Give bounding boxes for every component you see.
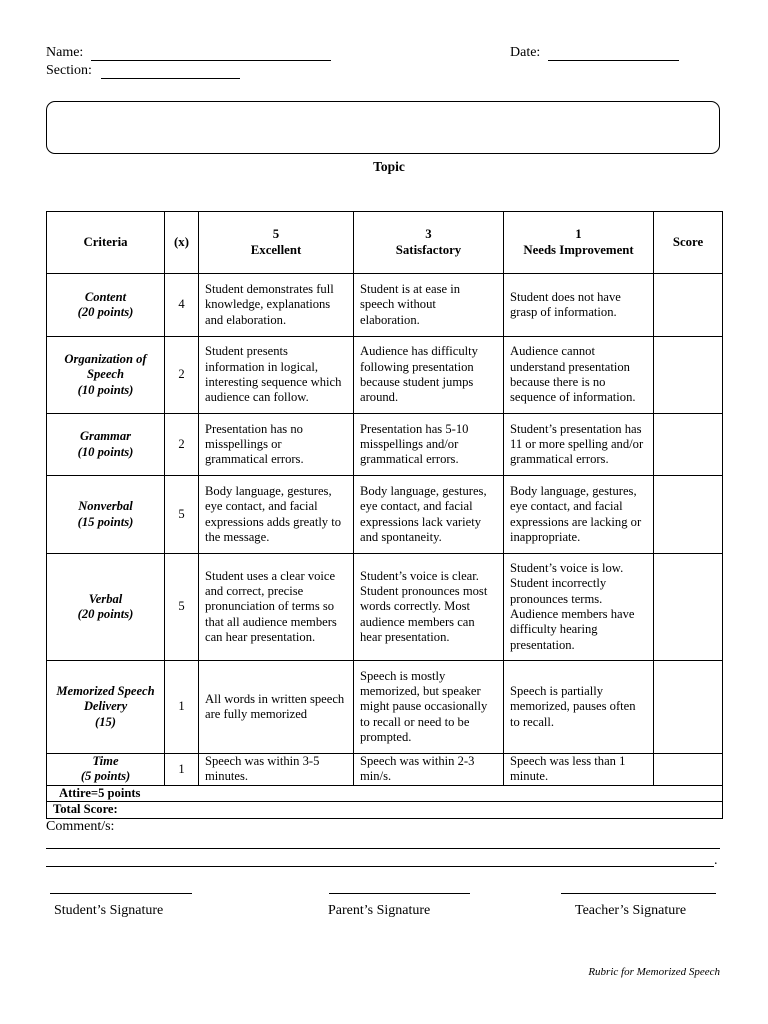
excellent-cell: Speech was within 3-5 minutes.	[199, 754, 354, 786]
needs-improvement-cell: Speech is partially memorized, pauses often to recall.	[504, 661, 654, 754]
satisfactory-header	[354, 212, 504, 274]
teacher-signature-line[interactable]	[561, 893, 716, 894]
comment-end-period: .	[714, 853, 718, 868]
criteria-points: (15)	[95, 714, 116, 729]
needs-improvement-cell: Student’s presentation has 11 or more spelling and/or grammatical errors.	[504, 414, 654, 476]
footer-note: Rubric for Memorized Speech	[588, 966, 720, 978]
section-label: Section:	[46, 63, 92, 78]
multiplier-cell: 1	[165, 754, 199, 786]
table-row	[47, 337, 723, 414]
parent-signature-label: Parent’s Signature	[328, 903, 431, 918]
satisfactory-cell: Speech is mostly memorized, but speaker might pause occasionally to recall or need to be prompted.	[354, 661, 504, 754]
name-line[interactable]	[91, 60, 331, 61]
criteria-points: (15 points)	[77, 514, 134, 529]
criteria-cell	[47, 554, 165, 661]
table-row	[47, 476, 723, 554]
multiplier-cell: 2	[165, 337, 199, 414]
score-cell[interactable]	[654, 754, 723, 786]
satisfactory-label: Satisfactory	[395, 242, 462, 257]
multiplier-cell: 5	[165, 554, 199, 661]
parent-signature-line[interactable]	[329, 893, 470, 894]
teacher-signature-label: Teacher’s Signature	[575, 903, 687, 918]
comment-line-2[interactable]	[46, 866, 714, 867]
excellent-header	[199, 212, 354, 274]
needs-improvement-cell: Student does not have grasp of information.	[504, 274, 654, 337]
total-row	[47, 801, 723, 818]
student-signature-line[interactable]	[50, 893, 192, 894]
excellent-score: 5	[272, 227, 280, 241]
criteria-header: Criteria	[47, 212, 165, 274]
score-cell[interactable]	[654, 554, 723, 661]
needs-label: Needs Improvement	[523, 242, 634, 257]
satisfactory-cell: Student is at ease in speech without elaboration.	[354, 274, 504, 337]
needs-score: 1	[575, 227, 582, 241]
multiplier-cell: 5	[165, 476, 199, 554]
excellent-cell: Body language, gestures, eye contact, and facial expressions adds greatly to the message.	[199, 476, 354, 554]
student-signature-label: Student’s Signature	[54, 903, 164, 918]
table-row	[47, 554, 723, 661]
criteria-cell	[47, 476, 165, 554]
criteria-points: (20 points)	[77, 305, 134, 319]
criteria-cell	[47, 414, 165, 476]
name-label: Name:	[46, 45, 84, 60]
table-row	[47, 274, 723, 337]
table-header-row	[47, 212, 723, 274]
table-row	[47, 754, 723, 786]
criteria-name: Content	[84, 289, 127, 304]
table-row	[47, 661, 723, 754]
date-label: Date:	[510, 45, 541, 60]
criteria-points: (10 points)	[77, 444, 134, 459]
attire-label: Attire=5 points	[47, 785, 723, 801]
needs-improvement-header	[504, 212, 654, 274]
score-cell[interactable]	[654, 337, 723, 414]
date-line[interactable]	[548, 60, 679, 61]
criteria-cell	[47, 274, 165, 337]
comment-line-1[interactable]	[46, 848, 720, 849]
multiplier-cell: 4	[165, 274, 199, 337]
score-cell[interactable]	[654, 274, 723, 337]
satisfactory-score: 3	[425, 227, 432, 241]
score-cell[interactable]	[654, 476, 723, 554]
criteria-name: Organization of Speech	[64, 352, 147, 382]
score-cell[interactable]	[654, 661, 723, 754]
criteria-cell	[47, 337, 165, 414]
needs-improvement-cell: Body language, gestures, eye contact, and facial expressions are lacking or inappropriate.	[504, 476, 654, 554]
satisfactory-cell: Body language, gestures, eye contact, and facial expressions lack variety and spontaneity.	[354, 476, 504, 554]
excellent-label: Excellent	[250, 242, 302, 257]
topic-box[interactable]	[46, 101, 720, 154]
criteria-name: Memorized Speech Delivery	[56, 684, 155, 714]
excellent-cell: Student demonstrates full knowledge, explanations and elaboration.	[199, 274, 354, 337]
rubric-table	[46, 211, 723, 819]
satisfactory-cell: Student’s voice is clear. Student pronounces most words correctly. Most audience members can hear presentation.	[354, 554, 504, 661]
criteria-points: (5 points)	[80, 769, 131, 784]
topic-label: Topic	[373, 159, 405, 174]
satisfactory-cell: Presentation has 5-10 misspellings and/or grammatical errors.	[354, 414, 504, 476]
score-header: Score	[654, 212, 723, 274]
excellent-cell: All words in written speech are fully memorized	[199, 661, 354, 754]
total-score-label[interactable]: Total Score:	[47, 801, 723, 818]
criteria-name: Time	[92, 754, 119, 768]
needs-improvement-cell: Audience cannot understand presentation because there is no sequence of information.	[504, 337, 654, 414]
criteria-points: (20 points)	[77, 607, 134, 621]
criteria-name: Verbal	[88, 591, 123, 606]
score-cell[interactable]	[654, 414, 723, 476]
satisfactory-cell: Audience has difficulty following presentation because student jumps around.	[354, 337, 504, 414]
criteria-points: (10 points)	[77, 382, 134, 397]
attire-row	[47, 785, 723, 801]
multiplier-cell: 1	[165, 661, 199, 754]
criteria-cell	[47, 661, 165, 754]
criteria-name: Grammar	[79, 429, 132, 444]
section-line[interactable]	[101, 78, 240, 79]
multiplier-header: (x)	[165, 212, 199, 274]
excellent-cell: Student uses a clear voice and correct, precise pronunciation of terms so that all audience members can hear presentation.	[199, 554, 354, 661]
table-row	[47, 414, 723, 476]
needs-improvement-cell: Student’s voice is low. Student incorrectly pronounces terms. Audience members have difficulty hearing presentation.	[504, 554, 654, 661]
excellent-cell: Presentation has no misspellings or grammatical errors.	[199, 414, 354, 476]
criteria-cell	[47, 754, 165, 786]
multiplier-cell: 2	[165, 414, 199, 476]
needs-improvement-cell: Speech was less than 1 minute.	[504, 754, 654, 786]
comment-label: Comment/s:	[46, 819, 115, 834]
criteria-name: Nonverbal	[78, 499, 133, 514]
excellent-cell: Student presents information in logical, interesting sequence which audience can follow.	[199, 337, 354, 414]
satisfactory-cell: Speech was within 2-3 min/s.	[354, 754, 504, 786]
